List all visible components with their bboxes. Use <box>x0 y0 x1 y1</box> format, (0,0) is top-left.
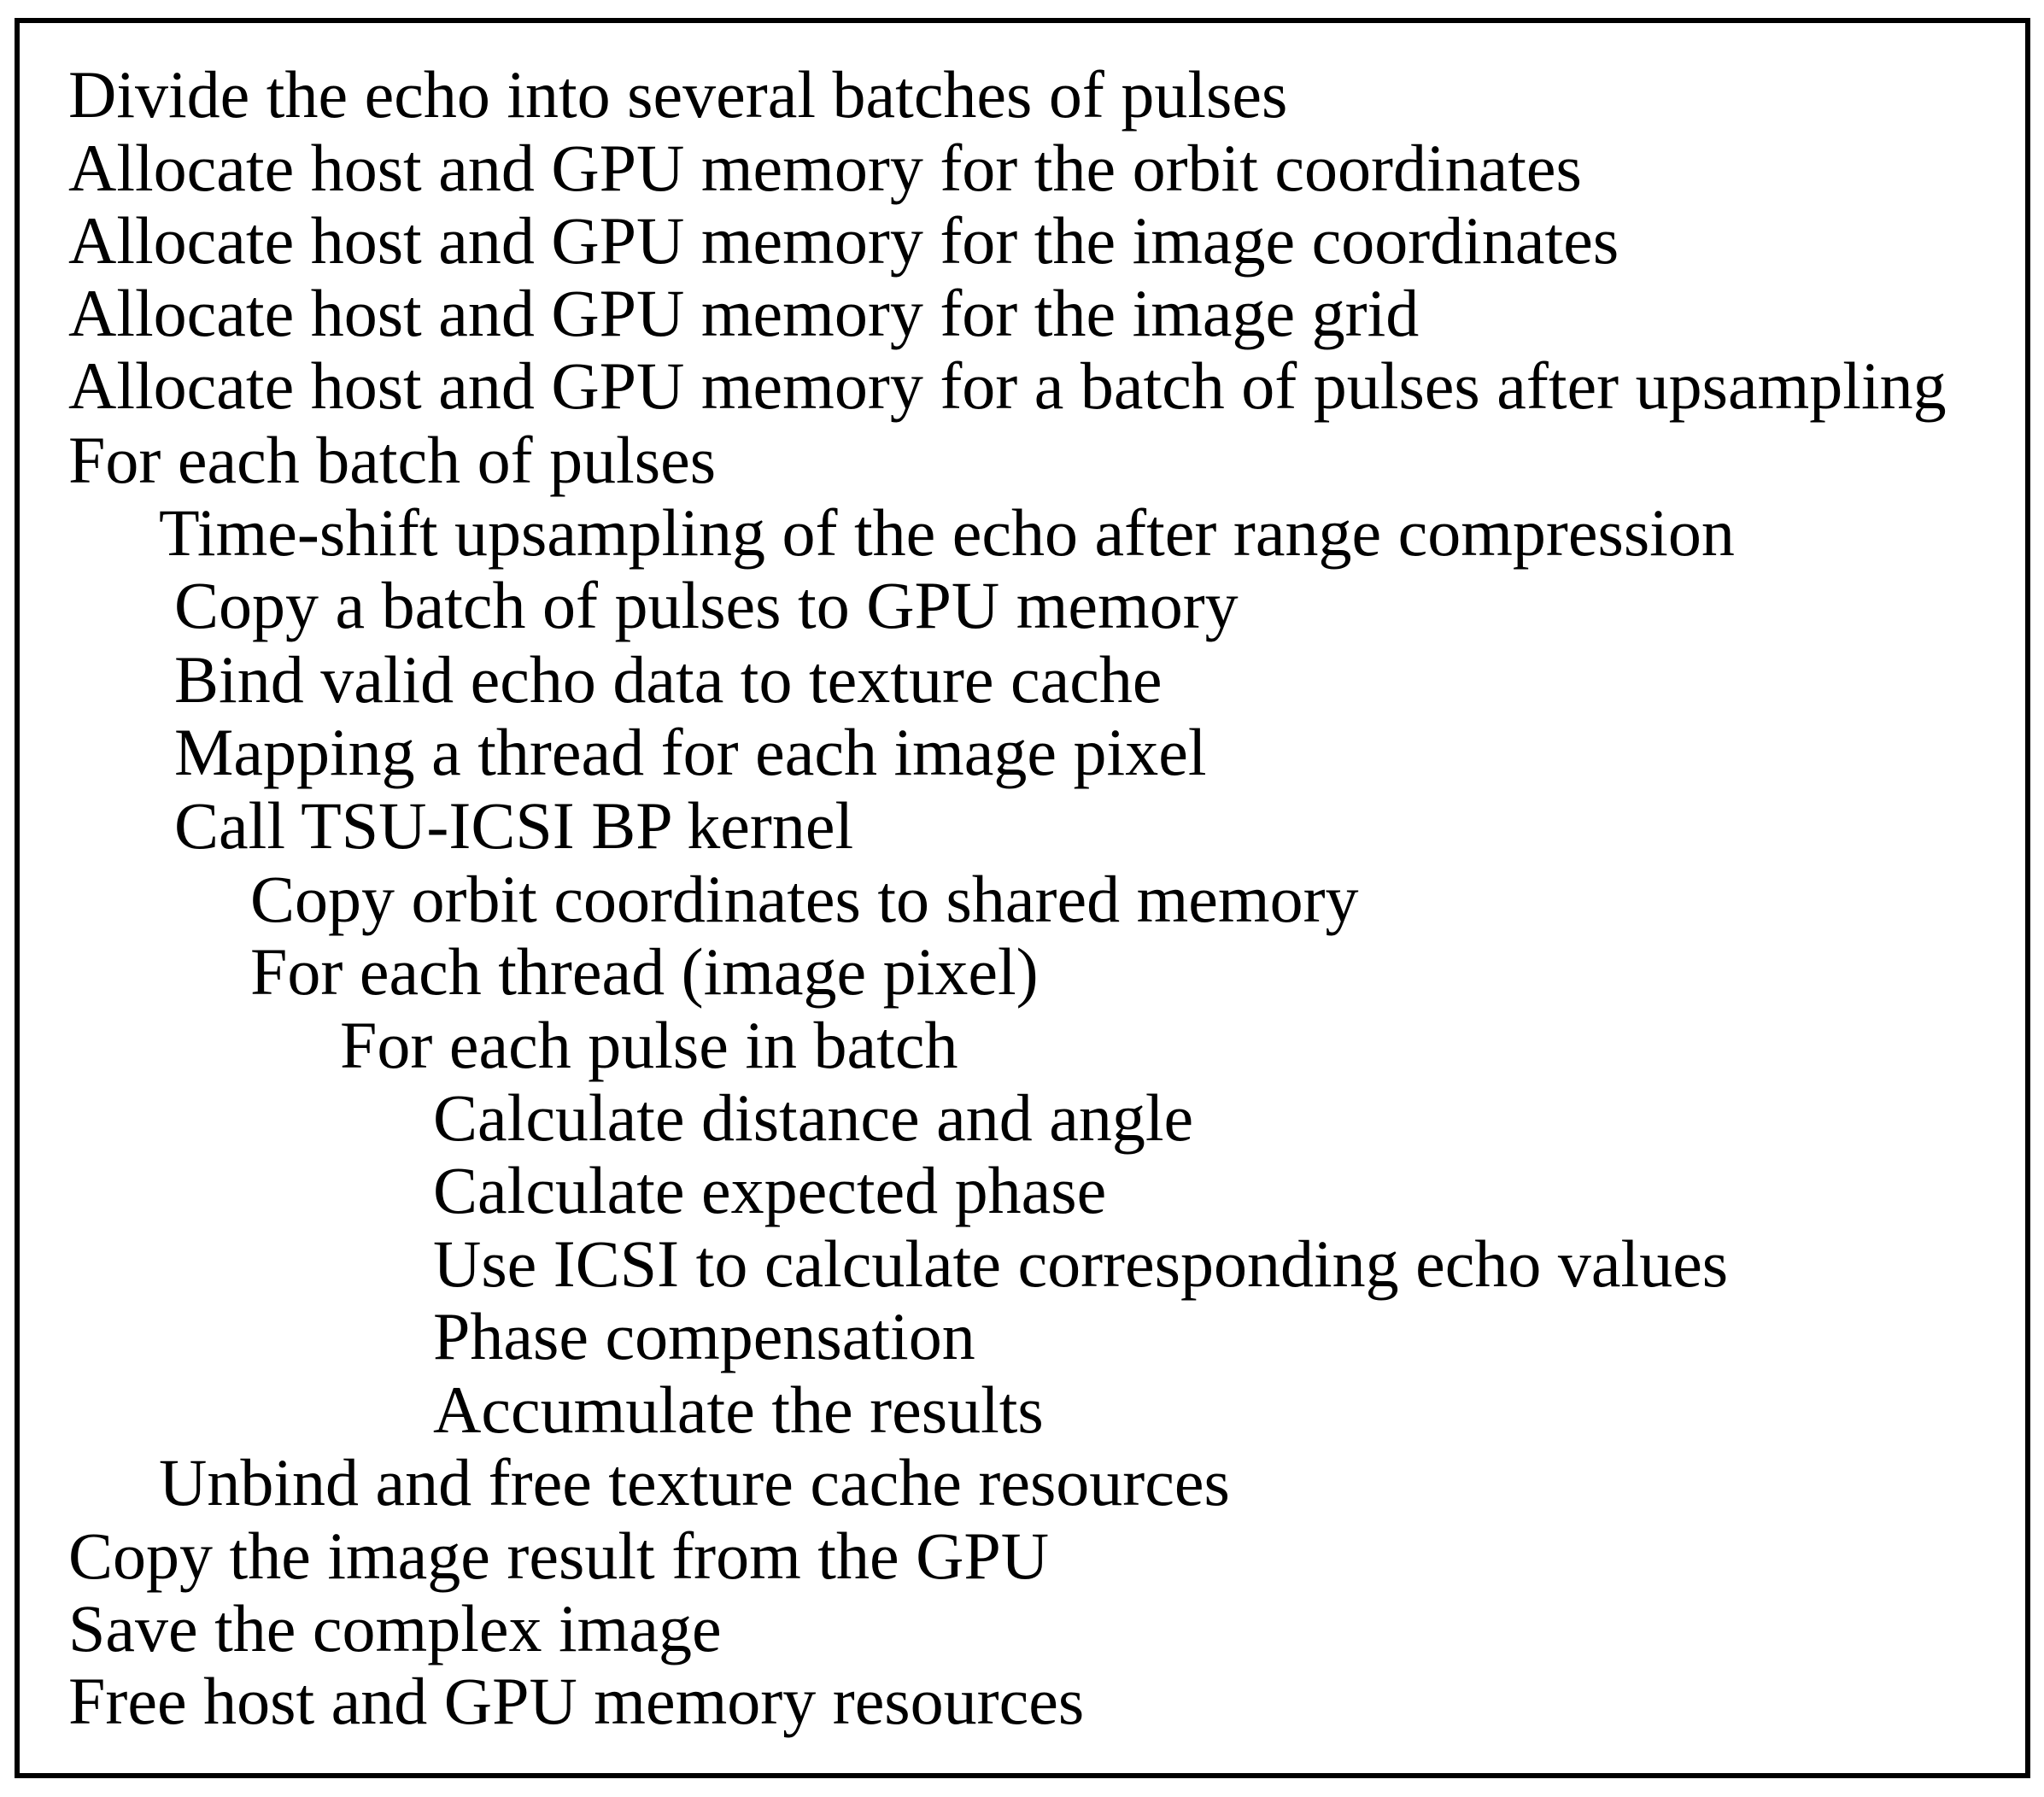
step-accumulate-results: Accumulate the results <box>433 1373 1044 1447</box>
step-alloc-image-grid: Allocate host and GPU memory for the image grid <box>68 276 1420 350</box>
loop-each-pulse: For each pulse in batch <box>340 1008 958 1082</box>
loop-each-thread: For each thread (image pixel) <box>250 934 1039 1009</box>
step-calc-expected-phase: Calculate expected phase <box>433 1153 1107 1227</box>
step-copy-orbit-shared: Copy orbit coordinates to shared memory <box>250 862 1359 936</box>
step-divide-echo: Divide the echo into several batches of pulses <box>68 57 1288 132</box>
step-save-complex-image: Save the complex image <box>68 1591 722 1665</box>
step-calc-distance-angle: Calculate distance and angle <box>433 1080 1194 1155</box>
step-icsi-echo-values: Use ICSI to calculate corresponding echo values <box>433 1226 1729 1301</box>
step-alloc-batch-pulses: Allocate host and GPU memory for a batch of pulses after upsampling <box>68 348 1947 423</box>
step-time-shift-upsampling: Time-shift upsampling of the echo after range compression <box>159 495 1735 570</box>
step-free-memory: Free host and GPU memory resources <box>68 1664 1085 1738</box>
step-copy-image-result: Copy the image result from the GPU <box>68 1519 1050 1593</box>
step-bind-texture-cache: Bind valid echo data to texture cache <box>174 642 1163 717</box>
step-unbind-texture-cache: Unbind and free texture cache resources <box>159 1445 1230 1519</box>
step-copy-batch-to-gpu: Copy a batch of pulses to GPU memory <box>174 568 1239 642</box>
loop-each-batch: For each batch of pulses <box>68 423 717 497</box>
step-alloc-image-coords: Allocate host and GPU memory for the image coordinates <box>68 203 1619 278</box>
step-map-threads: Mapping a thread for each image pixel <box>174 715 1207 789</box>
step-alloc-orbit-coords: Allocate host and GPU memory for the orbit coordinates <box>68 131 1582 205</box>
step-phase-compensation: Phase compensation <box>433 1299 975 1373</box>
step-call-kernel: Call TSU-ICSI BP kernel <box>174 788 854 863</box>
